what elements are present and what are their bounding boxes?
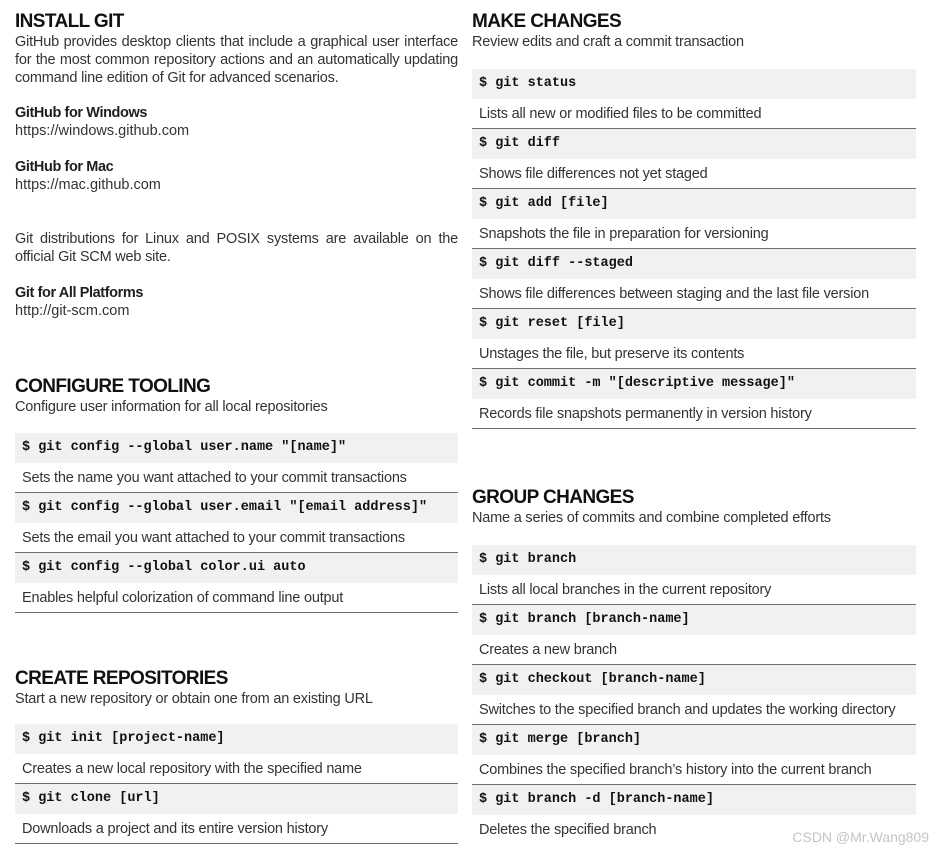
section-subtitle-group: Name a series of commits and combine completed efforts [472,510,831,526]
section-title-configure: CONFIGURE TOOLING [15,376,211,397]
mac-item [15,158,458,194]
command: $ git status [472,69,916,99]
command: $ git branch [472,545,916,575]
command: $ git clone [url] [15,784,458,814]
command: $ git commit -m "[descriptive message]" [472,369,916,399]
windows-url[interactable]: https://windows.github.com [15,123,190,139]
command: $ git config --global user.name "[name]" [15,433,458,463]
configure-section [15,376,458,416]
command-description: Records file snapshots permanently in version history [472,399,916,429]
command-description: Snapshots the file in preparation for versioning [472,219,916,249]
command: $ git reset [file] [472,309,916,339]
command-description: Sets the email you want attached to your commit transactions [15,523,458,553]
command-description: Sets the name you want attached to your commit transactions [15,463,458,493]
command: $ git config --global color.ui auto [15,553,458,583]
make-commands [472,69,916,429]
command: $ git branch -d [branch-name] [472,785,916,815]
section-title-create: CREATE REPOSITORIES [15,668,228,689]
section-title-group: GROUP CHANGES [472,487,634,508]
mac-title: GitHub for Mac [15,159,114,175]
command-description: Lists all local branches in the current repository [472,575,916,605]
command: $ git add [file] [472,189,916,219]
command-description: Switches to the specified branch and updates the working directory [472,695,916,725]
make-section [472,11,916,51]
csdn-watermark: CSDN @Mr.Wang809 [792,829,929,845]
section-subtitle-make: Review edits and craft a commit transaction [472,34,744,50]
command-description: Combines the specified branch’s history into the current branch [472,755,916,785]
command-description: Lists all new or modified files to be committed [472,99,916,129]
command-description: Deletes the specified branch [479,822,657,838]
all-platforms-item [15,284,458,320]
windows-item [15,104,458,140]
group-commands [472,545,916,845]
command-description: Enables helpful colorization of command line output [15,583,458,613]
command-description: Creates a new branch [472,635,916,665]
all-platforms-title: Git for All Platforms [15,285,144,301]
install-description: GitHub provides desktop clients that include a graphical user interface for the most common repository actions and an automatically updating command line edition of Git for advanced scenarios. [15,34,458,86]
section-subtitle-create: Start a new repository or obtain one from an existing URL [15,691,373,707]
command: $ git diff --staged [472,249,916,279]
command-description: Unstages the file, but preserve its contents [472,339,916,369]
section-subtitle-configure: Configure user information for all local repositories [15,399,328,415]
command-description: Shows file differences between staging and the last file version [472,279,916,309]
command: $ git config --global user.email "[email address]" [15,493,458,523]
section-title-make: MAKE CHANGES [472,11,622,32]
command: $ git checkout [branch-name] [472,665,916,695]
section-title-install: INSTALL GIT [15,11,124,32]
command: $ git diff [472,129,916,159]
configure-commands [15,433,458,613]
install-section [15,11,458,87]
create-commands [15,724,458,844]
all-platforms-url[interactable]: http://git-scm.com [15,303,130,319]
linux-description: Git distributions for Linux and POSIX systems are available on the official Git SCM web site. [15,231,458,265]
group-section [472,487,916,527]
command-description: Downloads a project and its entire version history [15,814,458,844]
command: $ git merge [branch] [472,725,916,755]
windows-title: GitHub for Windows [15,105,148,121]
command-description: Shows file differences not yet staged [472,159,916,189]
command: $ git init [project-name] [15,724,458,754]
command-description: Creates a new local repository with the specified name [15,754,458,784]
create-section [15,668,458,708]
linux-item [15,230,458,266]
command: $ git branch [branch-name] [472,605,916,635]
mac-url[interactable]: https://mac.github.com [15,177,161,193]
